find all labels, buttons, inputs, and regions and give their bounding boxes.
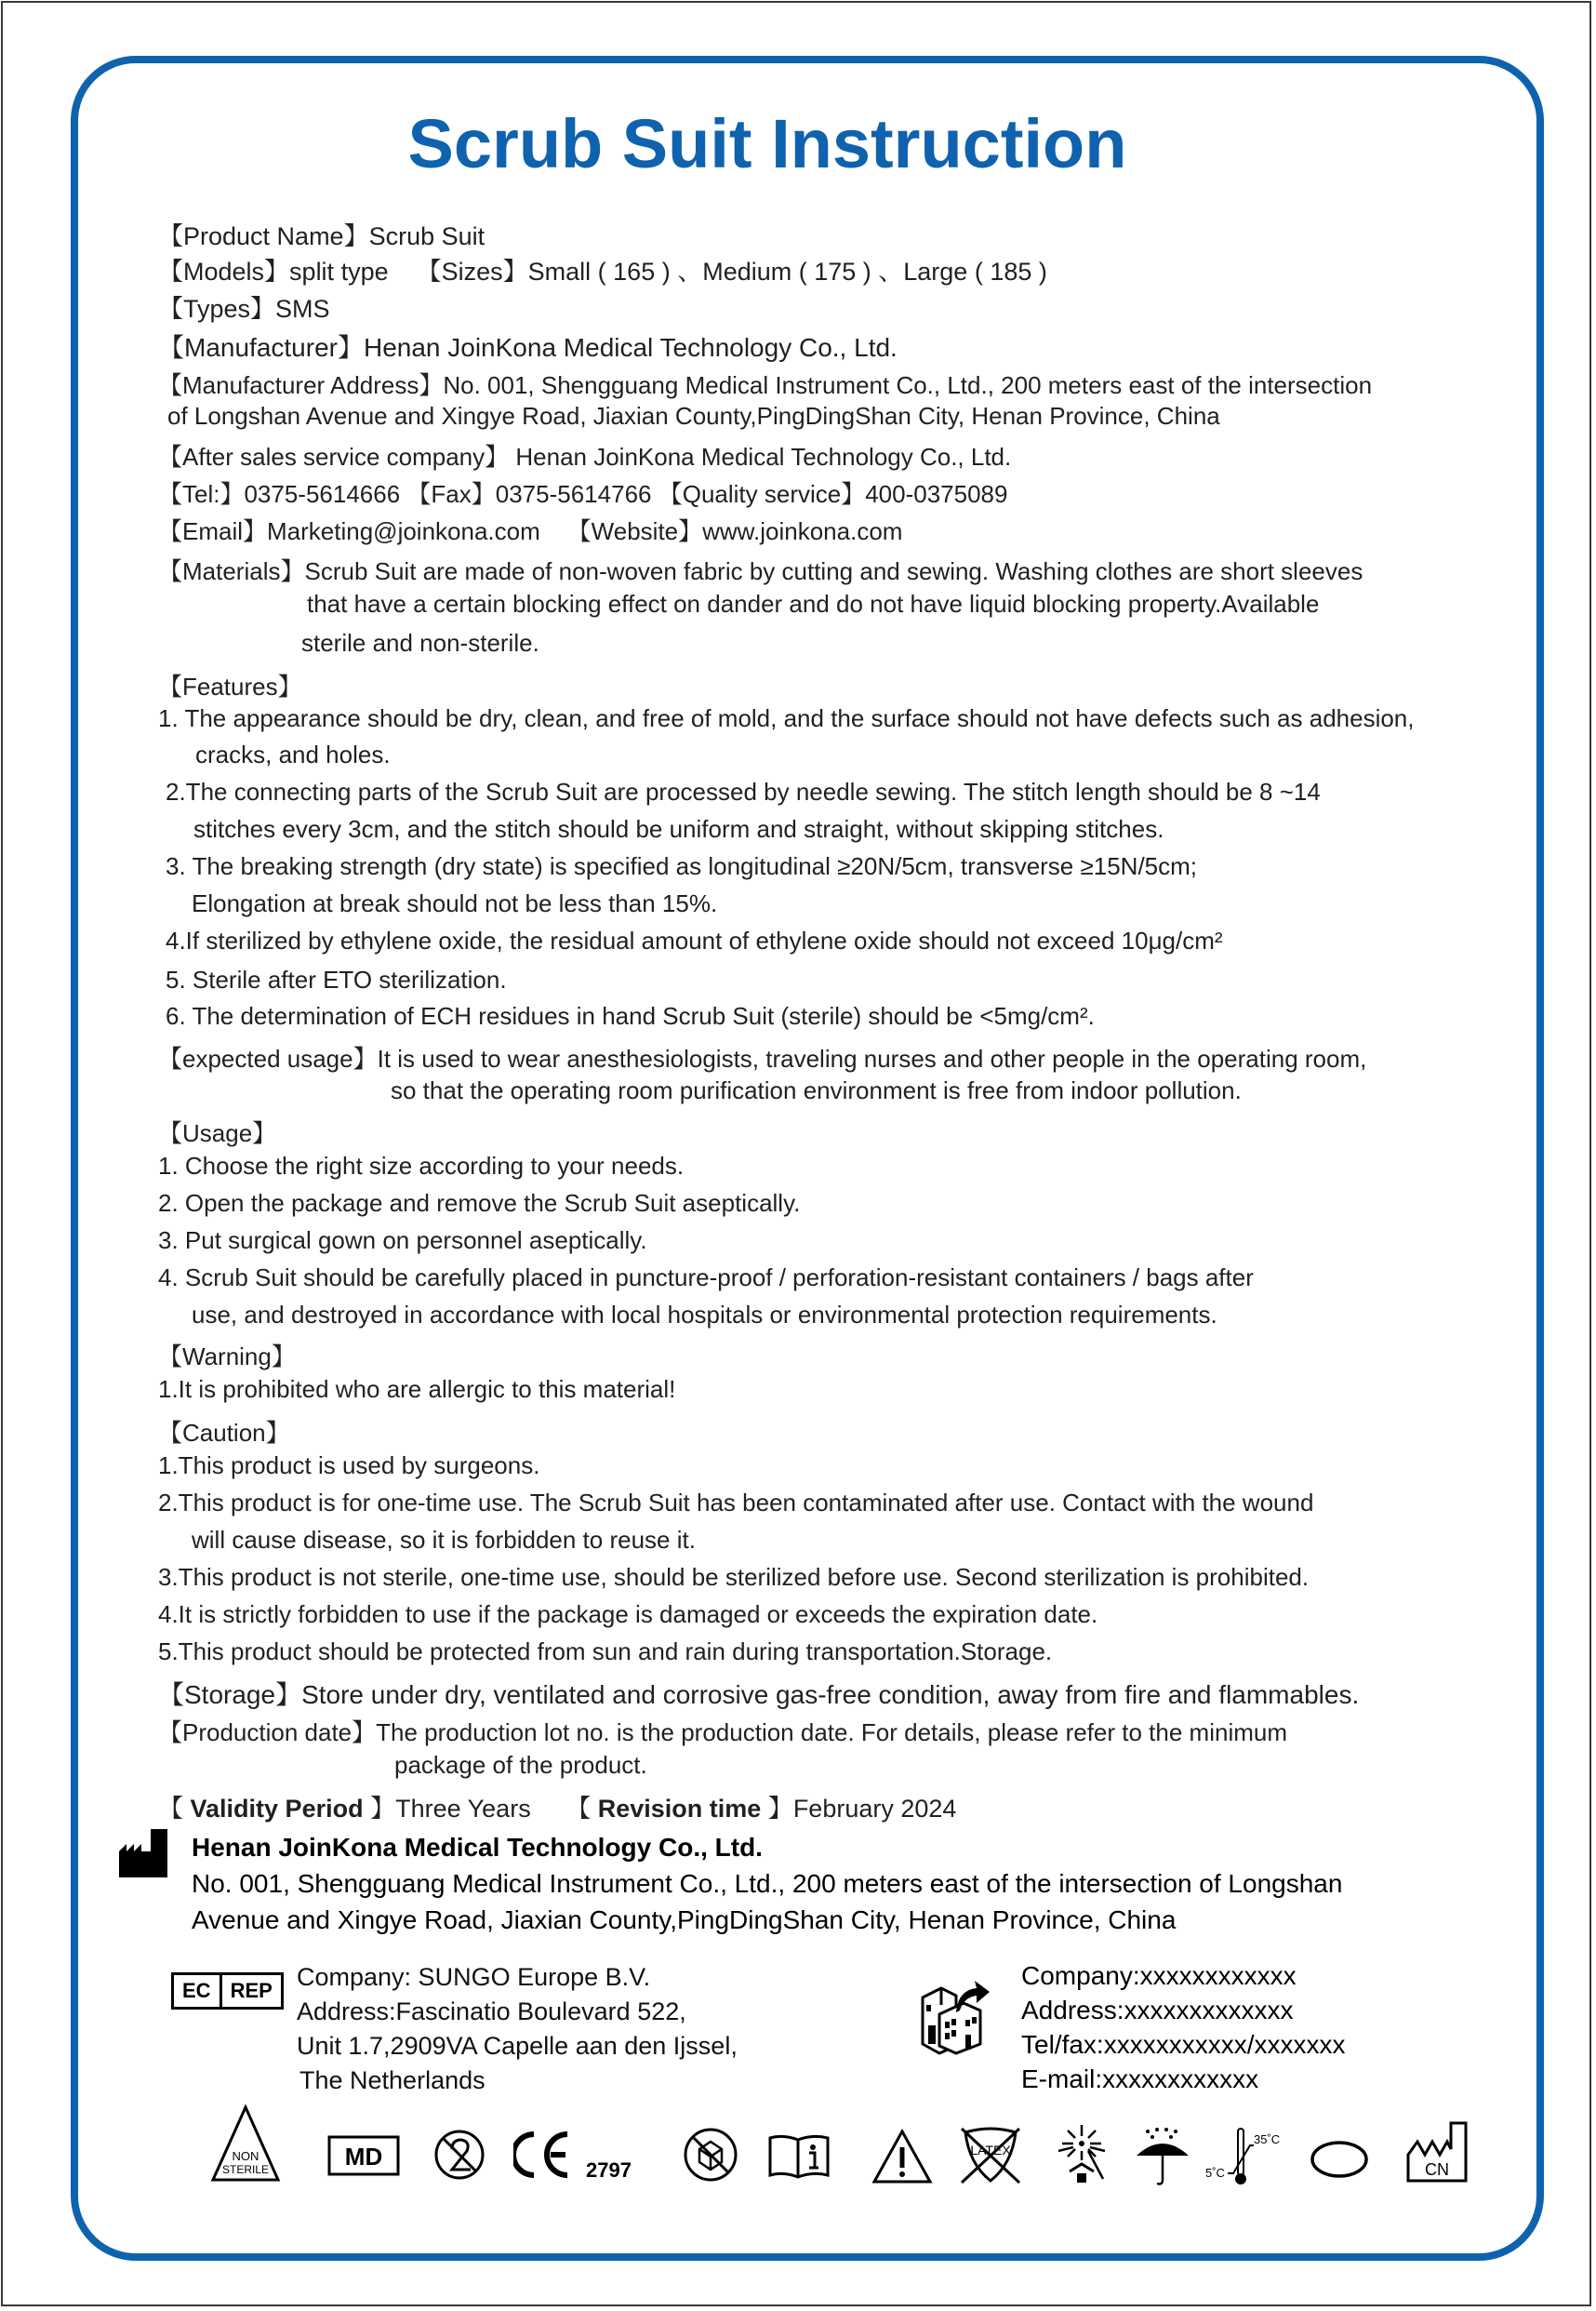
- keep-dry-icon: [1135, 2126, 1190, 2187]
- manufacturer-block: [192, 1833, 1342, 1942]
- feature-item: 4.If sterilized by ethylene oxide, the residual amount of ethylene oxide should not exceed 10μg/cm²: [166, 927, 1223, 955]
- non-sterile-text1: NON: [232, 2149, 259, 2163]
- manufacturer-block-line2: Avenue and Xingye Road, Jiaxian County,PingDingShan City, Henan Province, China: [192, 1905, 1177, 1934]
- manufacturer-label: 【Manufacturer】: [158, 333, 364, 362]
- manufacturer-address-label: 【Manufacturer Address】: [158, 371, 444, 399]
- caution-item: 1.This product is used by surgeons.: [158, 1451, 540, 1479]
- manufacturer-block-name: Henan JoinKona Medical Technology Co., Ltd.: [192, 1833, 763, 1862]
- materials-label: 【Materials】: [158, 557, 305, 585]
- manufacturer-address-row: [158, 367, 1372, 401]
- country-of-manufacture-icon: [1406, 2121, 1468, 2183]
- usage-item: 4. Scrub Suit should be carefully placed in puncture-proof / perforation-resistant containers / bags after: [158, 1263, 1254, 1291]
- manufacturer-address-line2: of Longshan Avenue and Xingye Road, Jiaxian County,PingDingShan City, Henan Province, China: [167, 402, 1220, 430]
- warning-heading: 【Warning】: [158, 1343, 296, 1370]
- manufacturer-block-line1: No. 001, Shengguang Medical Instrument Co., Ltd., 200 meters east of the intersection of Longshan: [192, 1869, 1343, 1898]
- revision-label: Revision time: [597, 1795, 762, 1823]
- manufacturer-address-line1: No. 001, Shengguang Medical Instrument Co., Ltd., 200 meters east of the intersection: [443, 371, 1373, 399]
- after-sales-value: Henan JoinKona Medical Technology Co., Ltd.: [515, 443, 1012, 471]
- storage-row: [158, 1675, 1359, 1712]
- temperature-limit-icon: [1205, 2127, 1289, 2188]
- storage-label: 【Storage】: [158, 1680, 302, 1709]
- after-sales-label: 【After sales service company】: [158, 443, 510, 471]
- caution-item: 2.This product is for one-time use. The Scrub Suit has been contaminated after use. Contact with the wound: [158, 1489, 1314, 1516]
- importer-info: [1021, 1961, 1345, 2099]
- tel-label: 【Tel:】: [158, 480, 245, 508]
- ec-rep-badge: [171, 1972, 284, 2010]
- consult-instructions-icon: [766, 2132, 831, 2179]
- expected-usage-line1: It is used to wear anesthesiologists, traveling nurses and other people in the operating room,: [377, 1045, 1367, 1073]
- do-not-reuse-icon: [433, 2129, 485, 2181]
- production-date-line2: package of the product.: [394, 1751, 647, 1779]
- contact-row: [158, 475, 1007, 510]
- manufacturer-icon: [119, 1829, 167, 1882]
- caution-icon: [871, 2129, 933, 2184]
- email-link[interactable]: Marketing@joinkona.com: [267, 517, 540, 545]
- website-label: 【Website】: [566, 517, 703, 545]
- after-sales-row: [158, 438, 1011, 473]
- importer-address: Address:xxxxxxxxxxxxx: [1021, 1996, 1294, 2024]
- caution-heading: 【Caution】: [158, 1419, 290, 1447]
- ec-rep-badge-left: EC: [182, 1979, 211, 2002]
- temp-low-text: 5˚C: [1205, 2166, 1225, 2180]
- storage-value: Store under dry, ventilated and corrosive gas-free condition, away from fire and flammables.: [301, 1680, 1360, 1709]
- manufacturer-row: [158, 327, 898, 365]
- website-link[interactable]: www.joinkona.com: [702, 517, 903, 545]
- ec-rep-address1: Address:Fascinatio Boulevard 522,: [297, 1997, 686, 2025]
- materials-line1: Scrub Suit are made of non-woven fabric by cutting and sewing. Washing clothes are short sleeves: [304, 557, 1363, 585]
- caution-item: 5.This product should be protected from sun and rain during transportation.Storage.: [158, 1637, 1053, 1665]
- tel-value: 0375-5614666: [244, 480, 401, 508]
- medical-device-icon: [327, 2135, 400, 2176]
- email-label: 【Email】: [158, 517, 268, 545]
- product-name-row: [158, 216, 485, 252]
- feature-item: 3. The breaking strength (dry state) is specified as longitudinal ≥20N/5cm, transverse ≥15N/5cm;: [166, 852, 1198, 880]
- expected-usage-label: 【expected usage】: [158, 1045, 378, 1073]
- production-date-label: 【Production date】: [158, 1718, 377, 1746]
- caution-item: 3.This product is not sterile, one-time use, should be sterilized before use. Second sterilization is prohibited.: [158, 1563, 1310, 1591]
- importer-icon: [919, 1977, 991, 2060]
- non-sterile-icon: [210, 2104, 281, 2183]
- validity-revision-row: 【 Validity Period 】Three Years 【 Revision time 】February 2024: [158, 1795, 957, 1823]
- feature-item-cont: cracks, and holes.: [195, 741, 391, 768]
- usage-heading: 【Usage】: [158, 1119, 277, 1147]
- ec-rep-address3: The Netherlands: [299, 2066, 485, 2094]
- latex-text: LATEX: [970, 2143, 1011, 2157]
- ec-rep-address2: Unit 1.7,2909VA Capelle aan den Ijssel,: [297, 2032, 738, 2060]
- models-label: 【Models】: [158, 258, 290, 286]
- email-website-row: [158, 513, 902, 547]
- feature-item: 1. The appearance should be dry, clean, and free of mold, and the surface should not have defects such as adhesion,: [158, 704, 1415, 732]
- ce-mark-icon: [513, 2129, 644, 2184]
- revision-value: February 2024: [792, 1795, 957, 1823]
- feature-item: 2.The connecting parts of the Scrub Suit are processed by needle sewing. The stitch length should be 8 ~14: [166, 778, 1321, 806]
- quality-service-label: 【Quality service】: [658, 480, 866, 508]
- validity-label: Validity Period: [190, 1795, 364, 1823]
- expected-usage-row: [158, 1040, 1366, 1075]
- features-heading: 【Features】: [158, 673, 302, 701]
- md-text: MD: [344, 2143, 383, 2171]
- non-sterile-text2: STERILE: [221, 2163, 270, 2176]
- product-name-label: 【Product Name】: [158, 222, 369, 250]
- ec-rep-company: Company: SUNGO Europe B.V.: [297, 1963, 651, 1991]
- models-value: split type: [289, 258, 389, 286]
- importer-email: E-mail:xxxxxxxxxxxx: [1021, 2064, 1259, 2093]
- product-name-value: Scrub Suit: [368, 222, 485, 250]
- feature-item: 6. The determination of ECH residues in hand Scrub Suit (sterile) should be <5mg/cm².: [166, 1002, 1095, 1030]
- do-not-use-if-damaged-icon: [683, 2127, 738, 2183]
- feature-item: 5. Sterile after ETO sterilization.: [166, 966, 507, 994]
- usage-item: 3. Put surgical gown on personnel aseptically.: [158, 1226, 647, 1254]
- materials-row: [158, 553, 1363, 587]
- types-row: [158, 288, 330, 325]
- temp-high-text: 35˚C: [1254, 2132, 1281, 2146]
- country-code: CN: [1425, 2160, 1449, 2179]
- ec-rep-info: [297, 1963, 738, 2101]
- production-date-row: [158, 1714, 1287, 1748]
- validity-value: Three Years: [395, 1795, 531, 1823]
- page-title: Scrub Suit Instruction: [407, 105, 1127, 182]
- caution-item-cont: will cause disease, so it is forbidden to reuse it.: [192, 1526, 696, 1554]
- quality-service-value: 400-0375089: [865, 480, 1008, 508]
- materials-line3: sterile and non-sterile.: [301, 629, 539, 657]
- ec-rep-badge-right: REP: [219, 1975, 281, 2007]
- types-label: 【Types】: [158, 295, 276, 323]
- expected-usage-line2: so that the operating room purification environment is free from indoor pollution.: [391, 1076, 1242, 1104]
- importer-company: Company:xxxxxxxxxxxx: [1021, 1961, 1297, 1990]
- sizes-label: 【Sizes】: [416, 258, 528, 286]
- usage-item: 1. Choose the right size according to your needs.: [158, 1152, 685, 1180]
- feature-item-cont: stitches every 3cm, and the stitch should be uniform and straight, without skipping stitches.: [193, 815, 1164, 843]
- feature-item-cont: Elongation at break should not be less than 15%.: [192, 889, 718, 917]
- latex-free-icon: [958, 2127, 1023, 2184]
- caution-item: 4.It is strictly forbidden to use if the package is damaged or exceeds the expiration date.: [158, 1600, 1098, 1628]
- materials-line2: that have a certain blocking effect on dander and do not have liquid blocking property.Available: [307, 590, 1320, 618]
- sizes-value: Small ( 165 ) 、Medium ( 175 ) 、Large ( 185 ): [527, 258, 1047, 286]
- single-sterile-barrier-icon: [1310, 2140, 1369, 2179]
- models-sizes-row: [158, 251, 1047, 287]
- warning-item: 1.It is prohibited who are allergic to this material!: [158, 1375, 676, 1403]
- usage-item: 2. Open the package and remove the Scrub Suit aseptically.: [158, 1189, 801, 1217]
- production-date-line1: The production lot no. is the production date. For details, please refer to the minimum: [376, 1718, 1287, 1746]
- keep-away-from-sunlight-icon: [1051, 2123, 1112, 2184]
- types-value: SMS: [275, 295, 330, 323]
- usage-item-cont: use, and destroyed in accordance with local hospitals or environmental protection requirements.: [192, 1301, 1217, 1329]
- importer-telfax: Tel/fax:xxxxxxxxxxx/xxxxxxx: [1021, 2030, 1346, 2059]
- ce-number: 2797: [586, 2158, 632, 2182]
- manufacturer-value: Henan JoinKona Medical Technology Co., Ltd.: [363, 333, 898, 362]
- fax-label: 【Fax】: [406, 480, 496, 508]
- fax-value: 0375-5614766: [495, 480, 652, 508]
